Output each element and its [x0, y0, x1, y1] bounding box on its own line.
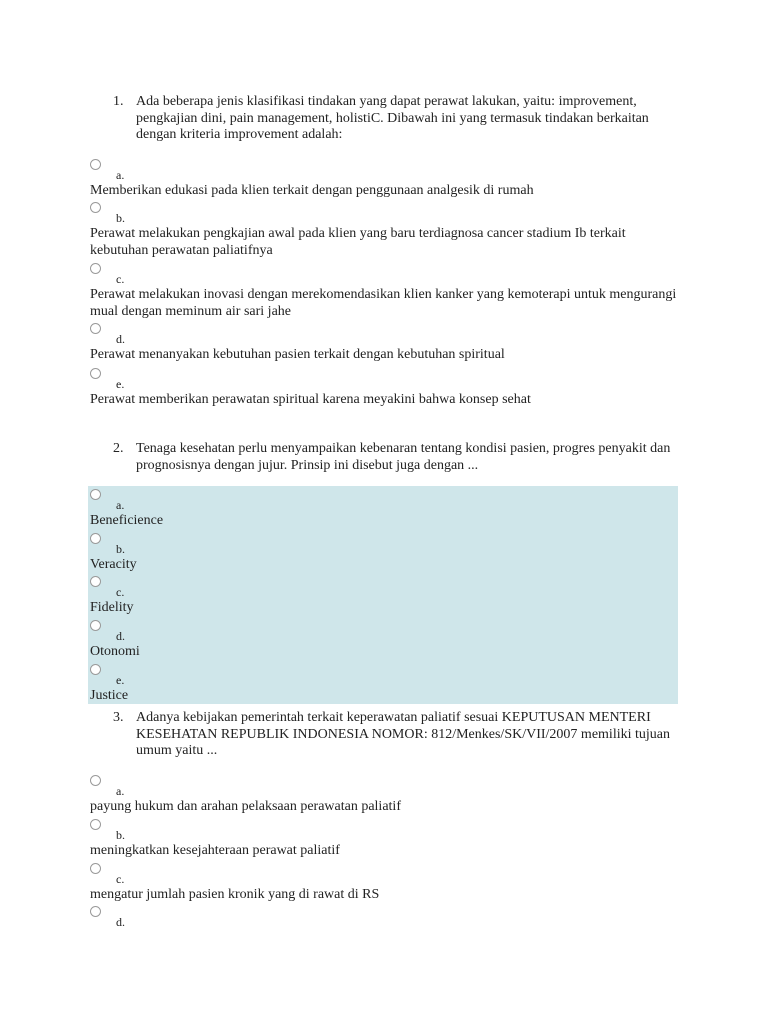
question-number: 2.	[113, 441, 124, 456]
radio-button[interactable]	[90, 368, 101, 379]
option-letter: e.	[116, 377, 125, 391]
option-letter: a.	[116, 784, 125, 798]
radio-button[interactable]	[90, 906, 101, 917]
option-letter: b.	[116, 211, 125, 225]
option-text: Memberikan edukasi pada klien terkait dengan penggunaan analgesik di rumah	[90, 183, 534, 198]
option-text: Perawat melakukan inovasi dengan merekomendasikan klien kanker yang kemoterapi untuk mengurangi mual dengan meminum air sari jahe	[90, 287, 677, 319]
radio-button[interactable]	[90, 664, 101, 675]
option-text: Otonomi	[90, 644, 140, 659]
radio-button[interactable]	[90, 863, 101, 874]
option-text: Veracity	[90, 557, 137, 572]
question-text: Adanya kebijakan pemerintah terkait keperawatan paliatif sesuai KEPUTUSAN MENTERI KESEHATAN REPUBLIK INDONESIA NOMOR: 812/Menkes/SK/VII/2007 memiliki tujuan umum yaitu ...	[136, 710, 670, 758]
option-letter: d.	[116, 915, 125, 929]
radio-button[interactable]	[90, 263, 101, 274]
option-text: Perawat memberikan perawatan spiritual karena meyakini bahwa konsep sehat	[90, 392, 531, 407]
question-text: Tenaga kesehatan perlu menyampaikan kebenaran tentang kondisi pasien, progres penyakit dan prognosisnya dengan jujur. Prinsip ini disebut juga dengan ...	[136, 441, 671, 473]
option-text: meningkatkan kesejahteraan perawat paliatif	[90, 843, 340, 858]
option-letter: a.	[116, 168, 125, 182]
option-letter: e.	[116, 673, 125, 687]
option-letter: a.	[116, 498, 125, 512]
option-letter: c.	[116, 585, 125, 599]
radio-button[interactable]	[90, 202, 101, 213]
radio-button[interactable]	[90, 775, 101, 786]
option-letter: c.	[116, 272, 125, 286]
question-number: 1.	[113, 94, 124, 109]
radio-button[interactable]	[90, 323, 101, 334]
option-text: Perawat melakukan pengkajian awal pada klien yang baru terdiagnosa cancer stadium Ib terkait kebutuhan perawatan paliatifnya	[90, 226, 626, 258]
option-text: payung hukum dan arahan pelaksaan perawatan paliatif	[90, 799, 401, 814]
option-text: Perawat menanyakan kebutuhan pasien terkait dengan kebutuhan spiritual	[90, 347, 505, 362]
radio-button[interactable]	[90, 819, 101, 830]
option-letter: d.	[116, 332, 125, 346]
option-letter: d.	[116, 629, 125, 643]
radio-button[interactable]	[90, 159, 101, 170]
radio-button[interactable]	[90, 620, 101, 631]
question-1	[113, 94, 673, 144]
question-text: Ada beberapa jenis klasifikasi tindakan yang dapat perawat lakukan, yaitu: improvement, pengkajian dini, pain management, holistiC. Dibawah ini yang termasuk tindakan berkaitan dengan kriteria improvement adalah:	[136, 94, 649, 142]
radio-button[interactable]	[90, 533, 101, 544]
option-text: Justice	[90, 688, 129, 703]
radio-button[interactable]	[90, 489, 101, 500]
question-number: 3.	[113, 710, 124, 725]
question-2	[113, 441, 673, 474]
option-letter: b.	[116, 828, 125, 842]
question-3	[113, 710, 673, 760]
option-text: mengatur jumlah pasien kronik yang di rawat di RS	[90, 887, 380, 902]
radio-button[interactable]	[90, 576, 101, 587]
option-text: Beneficience	[90, 513, 164, 528]
option-letter: b.	[116, 542, 125, 556]
option-letter: c.	[116, 872, 125, 886]
option-text: Fidelity	[90, 600, 134, 615]
